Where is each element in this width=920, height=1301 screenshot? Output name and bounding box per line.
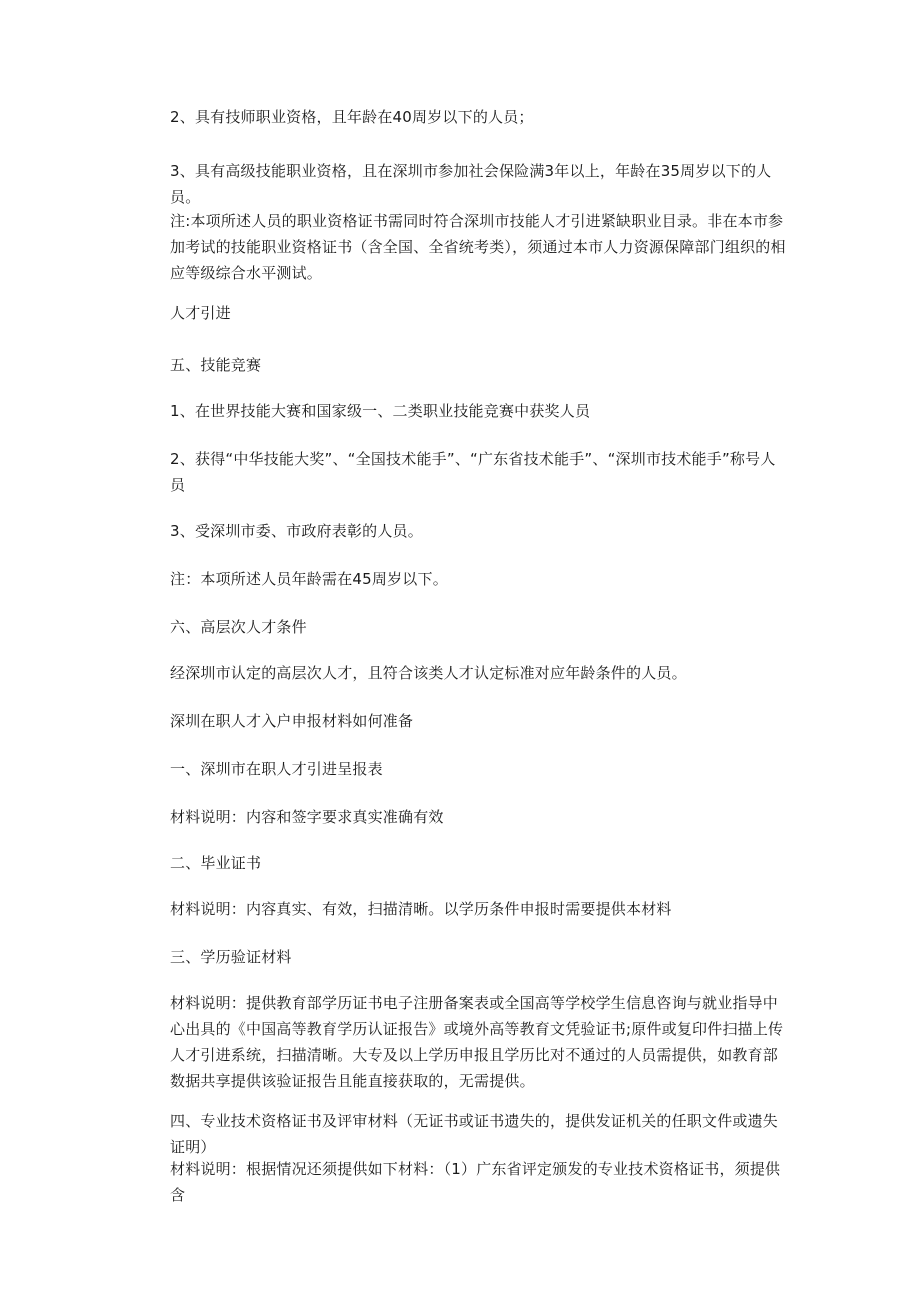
heading-talent-introduction: 人才引进 xyxy=(170,304,231,322)
heading-graduation-certificate: 二、毕业证书 xyxy=(170,854,262,872)
paragraph-qualification-description: 材料说明：根据情况还须提供如下材料：（1）广东省评定颁发的专业技术资格证书，须提供含 xyxy=(170,1160,781,1204)
paragraph-verification-description: 材料说明：提供教育部学历证书电子注册备案表或全国高等学校学生信息咨询与就业指导中心出具的《中国高等教育学历认证报告》或境外高等教育文凭验证书;原件或复印件扫描上传人才引进系统，扫描清晰。大专及以上学历申报且学历比对不通过的人员需提供，如教育部数据共享提供该验证报告且能直接获取的，无需提供。 xyxy=(170,994,784,1090)
paragraph-commended-persons: 3、受深圳市委、市政府表彰的人员。 xyxy=(170,522,423,540)
heading-application-form: 一、深圳市在职人才引进呈报表 xyxy=(170,760,383,778)
paragraph-high-level-talent: 经深圳市认定的高层次人才，且符合该类人才认定标准对应年龄条件的人员。 xyxy=(170,664,687,682)
paragraph-skill-note: 注:本项所述人员的职业资格证书需同时符合深圳市技能人才引进紧缺职业目录。非在本市参加考试的技能职业资格证书（含全国、全省统考类），须通过本市人力资源保障部门组织的相应等级综合水平测试。 xyxy=(170,212,786,282)
heading-education-verification: 三、学历验证材料 xyxy=(170,948,292,966)
paragraph-certificate-description: 材料说明：内容真实、有效，扫描清晰。以学历条件申报时需要提供本材料 xyxy=(170,900,672,918)
paragraph-age-note: 注：本项所述人员年龄需在45周岁以下。 xyxy=(170,570,448,588)
paragraph-senior-skill-qualification: 3、具有高级技能职业资格，且在深圳市参加社会保险满3年以上，年龄在35周岁以下的人员。 xyxy=(170,162,772,206)
paragraph-form-description: 材料说明：内容和签字要求真实准确有效 xyxy=(170,808,444,826)
paragraph-competition-winners: 1、在世界技能大赛和国家级一、二类职业技能竞赛中获奖人员 xyxy=(170,402,591,420)
paragraph-title-holders: 2、获得“中华技能大奖”、“全国技术能手”、“广东省技术能手”、“深圳市技术能手”称号人员 xyxy=(170,450,776,494)
heading-materials-preparation: 深圳在职人才入户申报材料如何准备 xyxy=(170,712,414,730)
heading-professional-qualification: 四、专业技术资格证书及评审材料（无证书或证书遗失的，提供发证机关的任职文件或遗失证明） xyxy=(170,1112,779,1156)
heading-skill-competition: 五、技能竞赛 xyxy=(170,356,262,374)
paragraph-technician-qualification: 2、具有技师职业资格，且年龄在40周岁以下的人员； xyxy=(170,108,534,126)
heading-high-level-talent: 六、高层次人才条件 xyxy=(170,618,307,636)
